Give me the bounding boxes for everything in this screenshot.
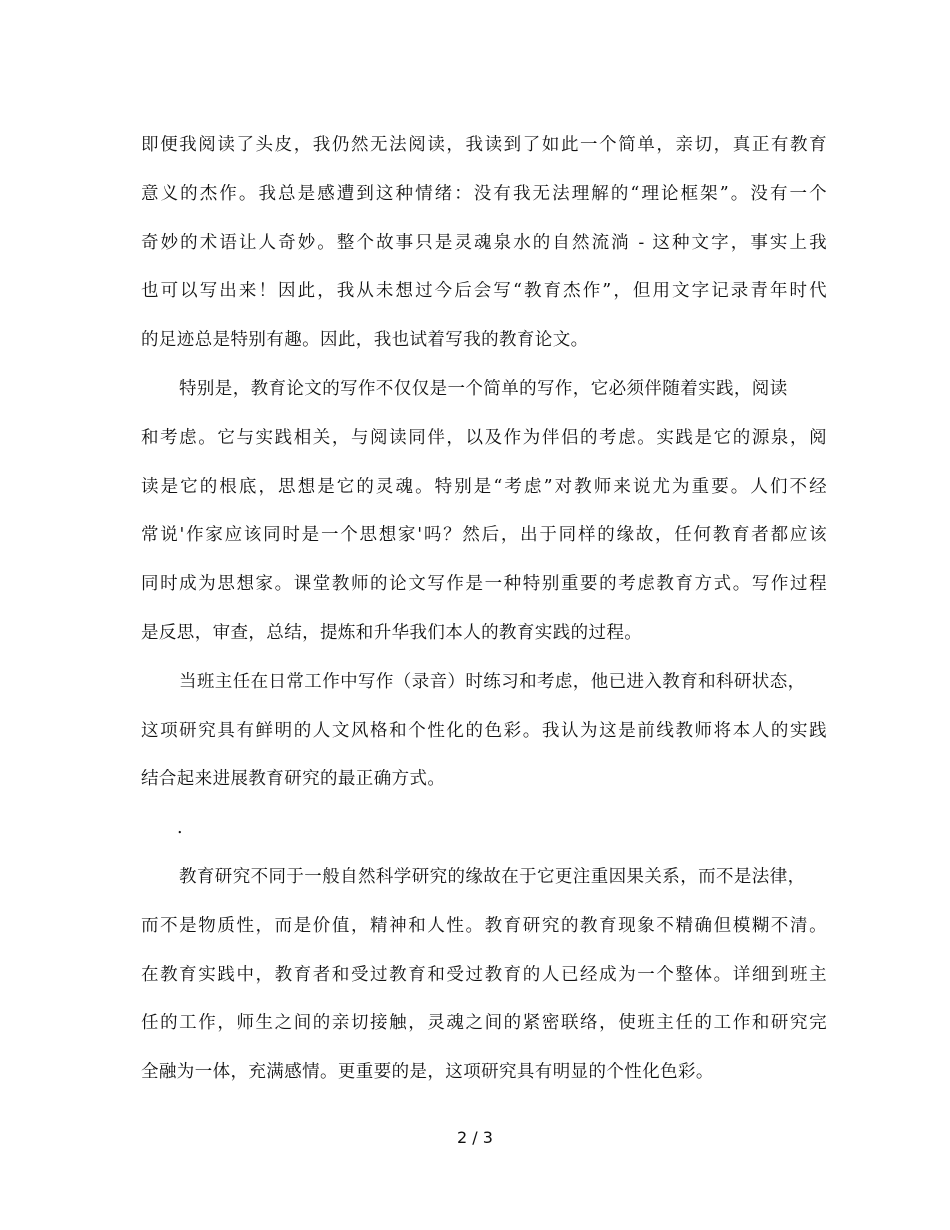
- text-line: 意义的杰作。我总是感遭到这种情绪：没有我无法理解的“理论框架”。没有一个: [141, 183, 827, 204]
- paragraph-start-line: 当班主任在日常工作中写作（录音）时练习和考虑，他已进入教育和科研状态，: [179, 671, 806, 692]
- text-line: 同时成为思想家。课堂教师的论文写作是一种特别重要的考虑教育方式。写作过程: [141, 574, 827, 595]
- page-number: 2 / 3: [457, 1128, 493, 1147]
- text-line: 结合起来进展教育研究的最正确方式。: [141, 769, 446, 790]
- text-line: 全融为一体，充满感情。更重要的是，这项研究具有明显的个性化色彩。: [141, 1062, 714, 1083]
- text-line: 而不是物质性，而是价值，精神和人性。教育研究的教育现象不精确但模糊不清。: [141, 915, 827, 936]
- text-line: 在教育实践中，教育者和受过教育和受过教育的人已经成为一个整体。详细到班主: [141, 964, 827, 985]
- text-line: 读是它的根底，思想是它的灵魂。特别是“考虑”对教师来说尤为重要。人们不经: [141, 476, 827, 497]
- text-line: 的足迹总是特别有趣。因此，我也试着写我的教育论文。: [141, 330, 589, 351]
- separator-dot: .: [177, 818, 183, 839]
- text-line: 即便我阅读了头皮，我仍然无法阅读，我读到了如此一个简单，亲切，真正有教育: [141, 135, 827, 155]
- document-body: [141, 121, 827, 1097]
- paragraph-start-line: 特别是，教育论文的写作不仅仅是一个简单的写作，它必须伴随着实践，阅读: [179, 378, 788, 399]
- text-line: 任的工作，师生之间的亲切接触，灵魂之间的紧密联络，使班主任的工作和研究完: [141, 1013, 827, 1034]
- text-line: 也可以写出来！因此，我从未想过今后会写“教育杰作”，但用文字记录青年时代: [141, 281, 827, 302]
- text-line: 这项研究具有鲜明的人文风格和个性化的色彩。我认为这是前线教师将本人的实践: [141, 720, 827, 741]
- text-line: 和考虑。它与实践相关，与阅读同伴，以及作为伴侣的考虑。实践是它的源泉，阅: [141, 427, 827, 448]
- text-line: 奇妙的术语让人奇妙。整个故事只是灵魂泉水的自然流淌 - 这种文字，事实上我: [141, 232, 827, 253]
- paragraph-start-line: 教育研究不同于一般自然科学研究的缘故在于它更注重因果关系，而不是法律，: [179, 866, 806, 887]
- text-line: 常说'作家应该同时是一个思想家'吗？然后，出于同样的缘故，任何教育者都应该: [141, 525, 827, 546]
- text-line: 是反思，审查，总结，提炼和升华我们本人的教育实践的过程。: [141, 622, 643, 643]
